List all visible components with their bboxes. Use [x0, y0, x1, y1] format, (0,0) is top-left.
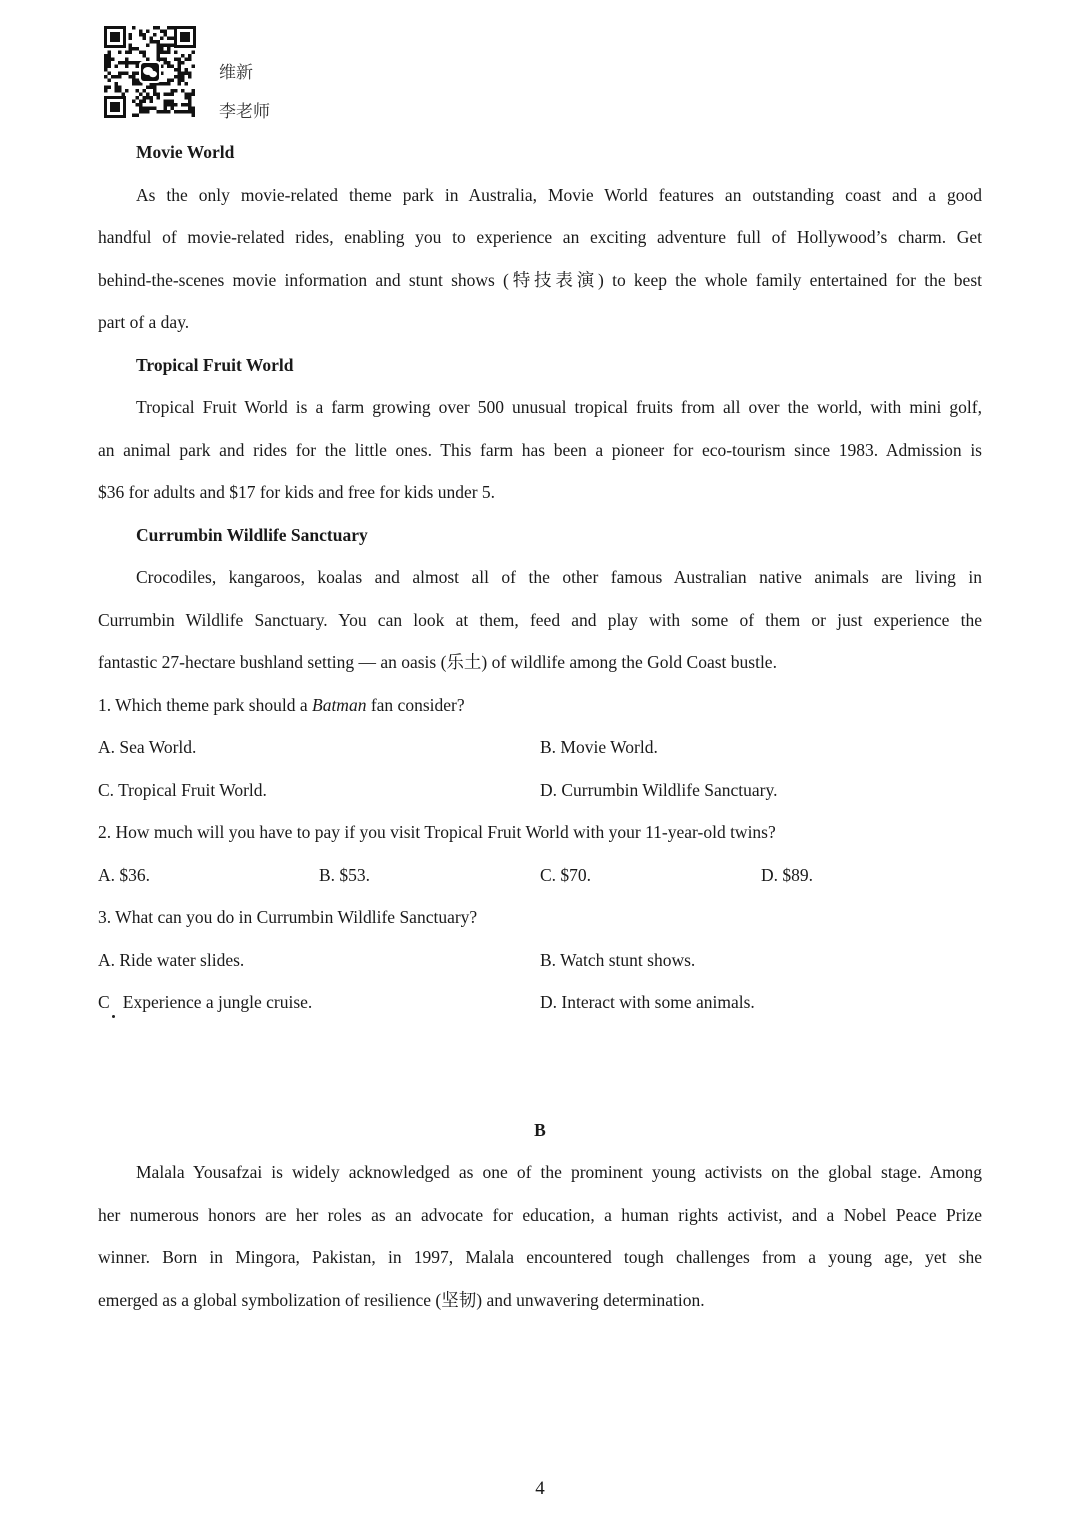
q3-option-a: A. Ride water slides.	[98, 949, 245, 970]
section-b-line-4: emerged as a global symbolization of resilience (坚韧) and unwavering determination.	[98, 1289, 705, 1310]
currumbin-line-1: Crocodiles, kangaroos, koalas and almost all of the other famous Australian native animals are living in	[136, 567, 982, 587]
document-body	[98, 131, 982, 1321]
question-1-prefix: 1. Which theme park should a	[98, 694, 312, 715]
question-3-options-ab	[98, 939, 982, 982]
question-3-options-cd	[98, 981, 982, 1024]
section-b-line-2: her numerous honors are her roles as an advocate for education, a human rights activist, and a Nobel Peace Prize	[98, 1204, 982, 1225]
currumbin-line-2: Currumbin Wildlife Sanctuary. You can look at them, feed and play with some of them or just experience the	[98, 609, 982, 630]
tropical-fruit-world-title: Tropical Fruit World	[136, 354, 294, 375]
question-1-suffix: fan consider?	[366, 694, 465, 715]
tropical-line-1: Tropical Fruit World is a farm growing over 500 unusual tropical fruits from all over the world, with mini golf,	[136, 397, 982, 417]
q1-option-c: C. Tropical Fruit World.	[98, 779, 267, 800]
question-1-italic: Batman	[312, 694, 367, 715]
wechat-icon	[139, 61, 161, 83]
question-1-options-ab	[98, 726, 982, 769]
brand-line-2: 李老师	[219, 102, 270, 122]
tropical-line-3: $36 for adults and $17 for kids and free for kids under 5.	[98, 482, 496, 502]
q3-option-d: D. Interact with some animals.	[540, 992, 755, 1012]
q2-option-d: D. $89.	[761, 864, 814, 885]
q1-option-b: B. Movie World.	[540, 737, 658, 757]
movie-world-line-3: behind-the-scenes movie information and stunt shows (特技表演) to keep the whole family entertained for the best	[98, 269, 982, 290]
question-2-options	[98, 854, 982, 897]
question-1-options-cd	[98, 769, 982, 812]
q1-option-a: A. Sea World.	[98, 737, 197, 757]
movie-world-title: Movie World	[136, 142, 235, 162]
q2-option-b: B. $53.	[319, 864, 371, 885]
q3-option-b: B. Watch stunt shows.	[540, 949, 696, 970]
question-3: 3. What can you do in Currumbin Wildlife Sanctuary?	[98, 907, 478, 927]
q1-option-d: D. Currumbin Wildlife Sanctuary.	[540, 779, 778, 800]
section-b-line-3: winner. Born in Mingora, Pakistan, in 1997, Malala encountered tough challenges from a young age, yet she	[98, 1247, 982, 1267]
section-b-line-1: Malala Yousafzai is widely acknowledged as one of the prominent young activists on the global stage. Among	[136, 1162, 982, 1182]
section-b-heading: B	[534, 1119, 546, 1140]
currumbin-title: Currumbin Wildlife Sanctuary	[136, 524, 368, 545]
stray-dot	[112, 1015, 115, 1018]
q3-option-c: C Experience a jungle cruise.	[98, 992, 313, 1012]
tropical-line-2: an animal park and rides for the little ones. This farm has been a pioneer for eco-tourism since 1983. Admission is	[98, 439, 982, 460]
page-number: 4	[535, 1478, 545, 1499]
movie-world-line-1: As the only movie-related theme park in Australia, Movie World features an outstanding coast and a good	[136, 184, 982, 205]
movie-world-line-4: part of a day.	[98, 312, 190, 332]
qr-code-icon	[104, 26, 196, 118]
question-2: 2. How much will you have to pay if you visit Tropical Fruit World with your 11-year-old twins?	[98, 822, 776, 842]
q2-option-a: A. $36.	[98, 864, 151, 885]
currumbin-line-3: fantastic 27-hectare bushland setting — an oasis (乐土) of wildlife among the Gold Coast bustle.	[98, 652, 777, 672]
movie-world-line-2: handful of movie-related rides, enabling you to experience an exciting adventure full of Hollywood’s charm. Get	[98, 227, 982, 247]
brand-line-1: 维新	[219, 63, 253, 83]
section-gap	[98, 1024, 982, 1109]
question-1	[98, 684, 982, 727]
q2-option-c: C. $70.	[540, 864, 592, 885]
